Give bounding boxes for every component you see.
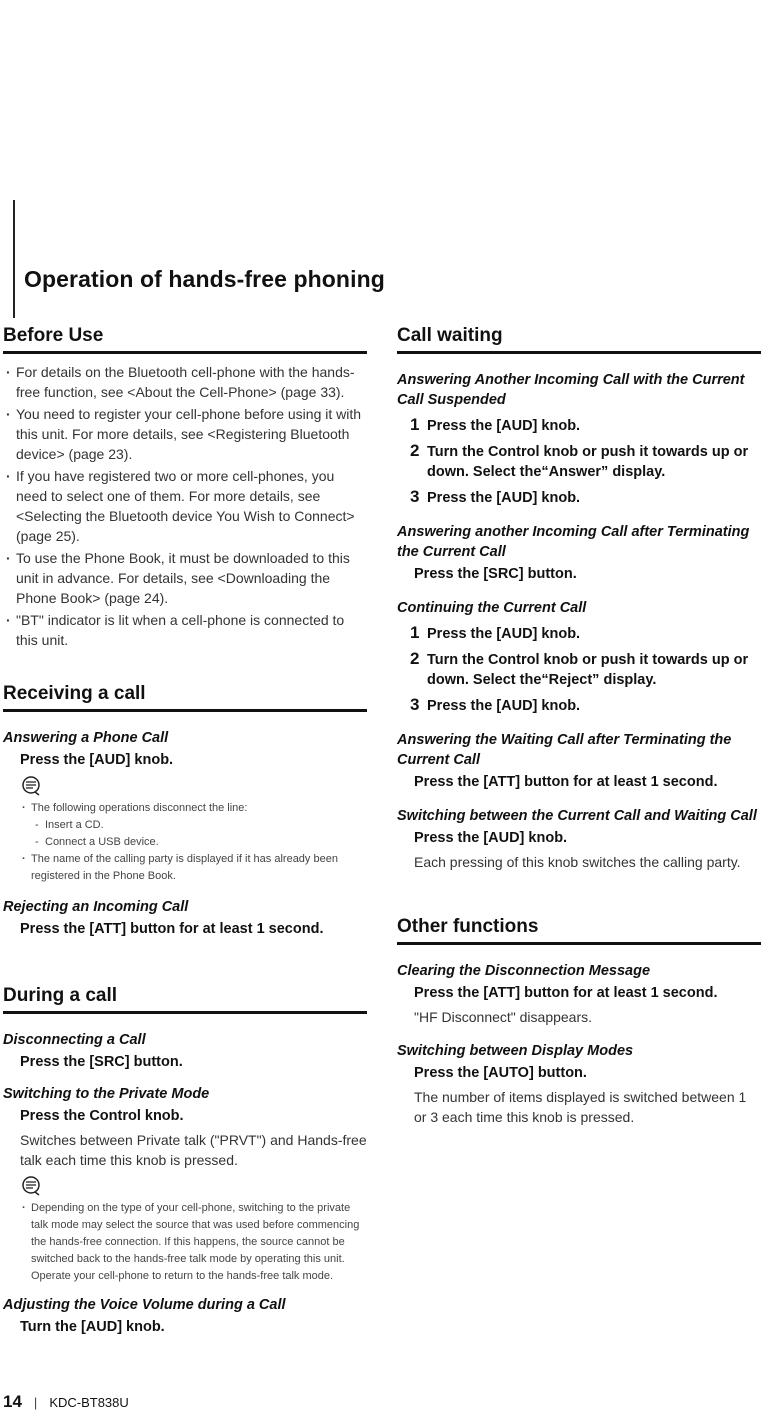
continue-step-1 (397, 624, 761, 644)
reject-call-step: Press the [ATT] button for at least 1 second. (20, 921, 324, 937)
receiving-heading: Receiving a call (3, 683, 367, 712)
step-number: 3 (410, 487, 420, 506)
display-modes-title: Switching between Display Modes (397, 1043, 634, 1059)
step-number: 1 (410, 623, 420, 642)
step-text: Press the [AUD] knob. (427, 418, 581, 434)
clear-message-step: Press the [ATT] button for at least 1 second. (414, 985, 718, 1001)
note-item (20, 800, 367, 851)
left-column (3, 325, 367, 1337)
other-functions-section (397, 916, 761, 1127)
page-title: Operation of hands-free phoning (24, 266, 385, 292)
step-number: 2 (410, 649, 420, 668)
list-item: · To use the Phone Book, it must be downloaded to this unit in advance. For details, see <Downloading the Phone Book> (page 24). (3, 548, 367, 608)
suspend-title: Answering Another Incoming Call with the Current Call Suspended (397, 372, 745, 408)
right-column (397, 325, 761, 1127)
terminate-title: Answering another Incoming Call after Terminating the Current Call (397, 524, 750, 560)
switch-call-body: Each pressing of this knob switches the calling party. (414, 854, 741, 870)
call-waiting-section (397, 325, 761, 872)
waiting-step: Press the [ATT] button for at least 1 second. (414, 774, 718, 790)
step-number: 1 (410, 415, 420, 434)
terminate-step: Press the [SRC] button. (414, 566, 577, 582)
continue-title: Continuing the Current Call (397, 600, 587, 616)
voice-volume-title: Adjusting the Voice Volume during a Call (3, 1297, 286, 1313)
step-text: Press the [AUD] knob. (427, 626, 581, 642)
step-text: Turn the Control knob or push it towards up or down. Select the“Reject” display. (427, 652, 749, 688)
other-functions-heading: Other functions (397, 916, 761, 945)
private-mode-step: Press the Control knob. (20, 1108, 184, 1124)
receiving-section (3, 683, 367, 939)
step-text: Press the [AUD] knob. (427, 698, 581, 714)
before-use-section (3, 325, 367, 650)
during-heading: During a call (3, 985, 367, 1014)
disconnect-step: Press the [SRC] button. (20, 1054, 183, 1070)
private-mode-title: Switching to the Private Mode (3, 1086, 210, 1102)
switch-call-title: Switching between the Current Call and Waiting Call (397, 808, 757, 824)
reject-call-title: Rejecting an Incoming Call (3, 899, 189, 915)
list-item: · You need to register your cell-phone before using it with this unit. For more details, see <Registering Bluetooth device> (page 23). (3, 404, 367, 464)
note-text: The following operations disconnect the line: (31, 802, 248, 814)
private-mode-body: Switches between Private talk ("PRVT") and Hands-free talk each time this knob is pressed. (20, 1132, 367, 1168)
step-number: 2 (410, 441, 420, 460)
continue-step-2 (397, 650, 761, 690)
note-memo-icon (20, 776, 42, 796)
before-use-list (3, 362, 367, 650)
step-text: Turn the Control knob or push it towards up or down. Select the“Answer” display. (427, 444, 749, 480)
receiving-notes (3, 800, 367, 885)
list-item: · "BT" indicator is lit when a cell-phone is connected to this unit. (3, 610, 367, 650)
page-footer (3, 1392, 129, 1412)
title-rule (13, 200, 15, 318)
suspend-step-2 (397, 442, 761, 482)
switch-call-step: Press the [AUD] knob. (414, 830, 568, 846)
answer-call-title: Answering a Phone Call (3, 730, 169, 746)
note-subitem: - Insert a CD. (31, 817, 367, 834)
private-mode-notes (3, 1200, 367, 1285)
display-modes-step: Press the [AUTO] button. (414, 1065, 587, 1081)
list-item: · If you have registered two or more cell-phones, you need to select one of them. For more details, see <Selecting the Bluetooth device You Wish to Connect> (page 25). (3, 466, 367, 546)
clear-message-title: Clearing the Disconnection Message (397, 963, 651, 979)
waiting-title: Answering the Waiting Call after Terminating the Current Call (397, 732, 732, 768)
note-item: · The name of the calling party is displayed if it has already been registered in the Phone Book. (20, 851, 367, 885)
call-waiting-heading: Call waiting (397, 325, 761, 354)
clear-message-body: "HF Disconnect" disappears. (414, 1009, 593, 1025)
suspend-step-1 (397, 416, 761, 436)
continue-step-3 (397, 696, 761, 716)
list-item: · For details on the Bluetooth cell-phone with the hands-free function, see <About the Cell-Phone> (page 33). (3, 362, 367, 402)
footer-separator: | (33, 1395, 38, 1410)
note-memo-icon (20, 1176, 42, 1196)
disconnect-title: Disconnecting a Call (3, 1032, 146, 1048)
note-subitem: - Connect a USB device. (31, 834, 367, 851)
step-number: 3 (410, 695, 420, 714)
suspend-step-3 (397, 488, 761, 508)
during-section (3, 985, 367, 1337)
note-item: · Depending on the type of your cell-phone, switching to the private talk mode may select the source that was used before commencing the hands-free connection. If this happens, the source cannot be switched back to the hands-free talk mode by operating this unit. Operate your cell-phone to return to the hands-free talk mode. (20, 1200, 367, 1285)
step-text: Press the [AUD] knob. (427, 490, 581, 506)
display-modes-body: The number of items displayed is switched between 1 or 3 each time this knob is pressed. (414, 1089, 747, 1125)
answer-call-step: Press the [AUD] knob. (20, 752, 174, 768)
page-number: 14 (3, 1392, 22, 1411)
voice-volume-step: Turn the [AUD] knob. (20, 1319, 165, 1335)
model-name: KDC-BT838U (49, 1395, 129, 1410)
before-use-heading: Before Use (3, 325, 367, 354)
